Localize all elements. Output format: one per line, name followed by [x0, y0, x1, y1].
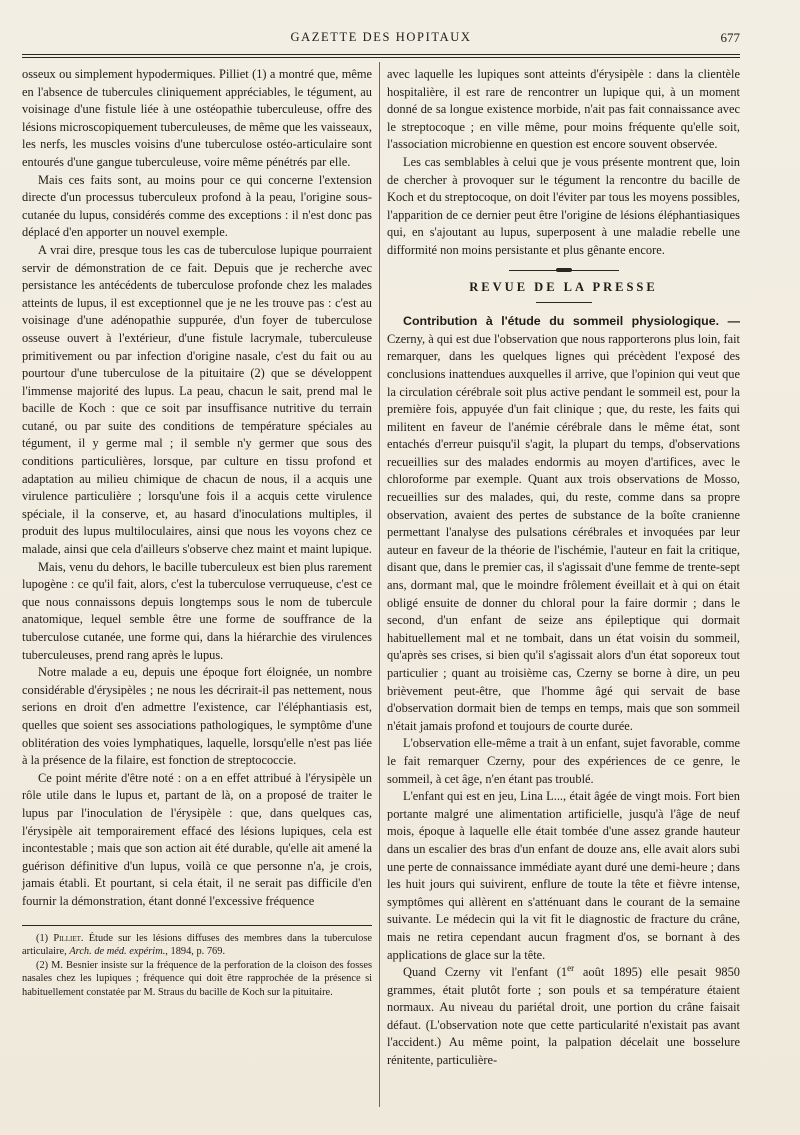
column-divider [379, 62, 380, 1107]
article-title: Contribution à l'étude du sommeil physiologique. — [403, 314, 740, 329]
header-double-rule [22, 54, 740, 58]
paragraph: L'enfant qui est en jeu, Lina L..., était âgée de vingt mois. Fort bien portante malgré une alimentation artificielle, jusqu'à l'âge de neuf mois, époque à laquelle elle était tombée d'une assez grande hauteur dans un escalier des bras d'un enfant de douze ans, elle avait alors subi une perte de connaissance immédiate ayant duré une demi-heure ; dans les huit jours qui suivirent, enflure de toute la tête et fièvre intense, symptômes qui allèrent en s'atténuant dans le courant de la semaine suivante. Le médecin qui la vit fit le diagnostic de fracture du crâne, mais ne retira cependant aucun fragment d'os, se bornant à des applications de glace sur la tête. [387, 789, 740, 962]
section-separator [509, 270, 619, 271]
paragraph: Notre malade a eu, depuis une époque fort éloignée, un nombre considérable d'érysipèles ; ne nous les décrirait-il pas nettement, nous serions en droit d'en admettre l'existence, car l'éléphantiasis est, quelles que soient ses associations pathologiques, le symptôme d'une oblitération des voies lymphatiques, laquelle, lorsqu'elle n'est pas liée à la présence de la filaire, est fonction de streptococcie. [22, 665, 372, 768]
footnote-journal: Arch. de méd. expérim. [69, 946, 166, 958]
footnote-author: Pilliet. [53, 932, 84, 944]
running-title: GAZETTE DES HOPITAUX [290, 30, 472, 44]
superscript: er [567, 962, 575, 973]
footnote-1 [22, 932, 372, 959]
article-paragraph [387, 313, 740, 735]
paragraph-text: août 1895) elle pesait 9850 grammes, était plutôt forte ; son pouls et sa température étaient normaux. Au niveau du pariétal droit, une portion du crâne faisait défaut. (L'observation note que cette particularité n'existait pas avant l'accident.) Au même point, la palpation décelait une bosselure rénitente, particulière- [387, 965, 740, 1068]
footnote-2 [22, 959, 372, 1000]
footnote-rule [22, 925, 372, 926]
article-text: Czerny, à qui est due l'observation que nous rapporterons plus loin, fait remarquer, dans les quelques lignes qui précèdent l'exposé des conclusions inattendues auxquelles il arrive, que l'opinion qui veut que la circulation cérébrale soit plus active pendant le sommeil est, pour la première fois, appuyée d'un fait clinique ; que, du reste, les faits qui militent en faveur de l'anémie cérébrale dans le même état, sont entachés d'erreur puisqu'il s'agit, la plupart du temps, d'observations recueillies sur des malades endormis au moyen d'artifices, avec le chloroforme par exemple. Quant aux trois observations de Mosso, recueillies sur des malades, qui, du reste, comme dans sa propre observation, avaient des pertes de substance de la boîte cranienne permettant l'analyse des pulsations cérébrales et invoquées par leur auteur en faveur de la théorie de l'ischémie, l'auteur en fait la critique, disant que, dans le premier cas, il s'agissait d'une femme de trente-sept ans, dormant mal, que le moindre frôlement éveillait et à qui on était obligé ensuite de donner du chloral pour la faire dormir ; dans le second, d'un enfant de seize ans épileptique qui dormait habituellement mal et ne tombait, dans un état voisin du sommeil, qu'après ses crises, si bien qu'il s'agissait alors d'un état soporeux tout particulier ; quant au troisième cas, Czerny se borne à dire, un peu brièvement peut-être, que l'homme âgé qui servait de base d'observation dormait bien de temps en temps, mais que son sommeil n'était jamais profond et toujours de courte durée. [387, 331, 740, 733]
paragraph: Mais ces faits sont, au moins pour ce qui concerne l'extension directe d'un processus tuberculeux profond à la peau, l'origine sous-cutanée du lupus, considérés comme des exceptions : il n'est donc pas déplacé d'en apporter un nouvel exemple. [22, 172, 372, 240]
left-column [22, 66, 372, 999]
paragraph: Ce point mérite d'être noté : on a en effet attribué à l'érysipèle un rôle utile dans le lupus et, partant de là, on a proposé de traiter le lupus par l'inoculation de l'érysipèle : que, dans quelques cas, l'érysipèle ait temporairement effacé des lésions lupiques, cela est incontestable ; mais que son action ait été durable, qu'elle ait amené la guérison définitive d'un lupus, voilà ce que personne n'a, je crois, jamais établi. Et pourtant, si cela était, il ne serait pas difficile d'en fournir la démonstration, étant donné l'excessive fréquence [22, 770, 372, 908]
short-rule [536, 302, 592, 303]
paragraph: A vrai dire, presque tous les cas de tuberculose lupique pourraient servir de démonstration de ce fait. Depuis que je recherche avec persistance les antécédents de tuberculose profonde chez les malades atteints de lupus, il est exceptionnel que je ne les trouve pas : c'est au voisinage d'une adénopathie suppurée, d'un foyer de tuberculose osseuse ouvert à l'extérieur, d'une fistule lacrymale, tuberculeuse primitivement ou par infection d'origine nasale, c'est du fait ou au pourtour d'une tuberculose de la pituitaire (2) que se développent l'immense majorité des lupus. La peau, chacun le sait, prend mal le bacille de Koch : que ce soit par insuffisance nutritive du terrain cutané, ou par suite des conditions de température spéciales au tégument, il y germe mal ; il semble n'y germer que sous des conditions particulières, lorsque, par culture en tissu profond et adaptation au milieu chimique de chacun de nous, il a acquis une virulence particulière ; lorsqu'une fois il a acquis cette virulence spéciale, il la conserve, et, au hasard d'inoculations multiples, il produit des lupus multiloculaires, ainsi que nous les voyons chez ce malade, ainsi que cela d'ailleurs s'observe chez maint et maint lupique. [22, 242, 372, 557]
paragraph-text: Quand Czerny vit l'enfant (1 [403, 965, 568, 980]
footnote-mark: (2) [36, 959, 49, 971]
paragraph: osseux ou simplement hypodermiques. Pilliet (1) a montré que, même en l'absence de tubercules cliniquement appréciables, le tégument, au voisinage d'une fistule liée à une ostéopathie tuberculeuse, offre des lésions microscopiquement tuberculeuses, de même que les vaisseaux, les nerfs, les muscles voisins d'une tuberculose ostéo-articulaire sont entourés d'une gangue tuberculeuse, voire même pénétrés par elle. [22, 67, 372, 169]
section-title: REVUE DE LA PRESSE [469, 279, 658, 294]
footnote-mark: (1) [36, 932, 49, 944]
footnote-text: Étude sur les lésions diffuses des membres dans la tuberculose articulaire, [22, 932, 372, 958]
right-column [387, 66, 740, 1070]
paragraph: avec laquelle les lupiques sont atteints d'érysipèle : dans la clientèle hospitalière, il est rare de rencontrer un lupique qui, à un moment donné de sa longue existence morbide, n'ait pas fait connaissance avec le streptocoque ; en ville même, pour moins fréquente qu'elle soit, l'association microbienne en question est encore souvent observée. [387, 67, 740, 152]
paragraph: L'observation elle-même a trait à un enfant, sujet favorable, comme le fait remarquer Czerny, pour des expériences de ce genre, le sommeil, à cet âge, n'en étant pas troublé. [387, 736, 740, 786]
paragraph [387, 964, 740, 1070]
paragraph: Mais, venu du dehors, le bacille tuberculeux est bien plus rarement lupogène : ce qu'il fait, alors, c'est la tuberculose verruqueuse, c'est ce que nous connaissons depuis longtemps sous le nom de tubercule anatomique, lequel semble être une forme de souffrance de la tuberculose cutanée, une forme qui, dans la hiérarchie des virulences tuberculeuses, prend rang après le lupus. [22, 559, 372, 662]
paragraph: Les cas semblables à celui que je vous présente montrent que, loin de chercher à provoquer sur le tégument la rencontre du bacille de Koch et du streptocoque, on doit l'éviter par tous les moyens possibles, l'apparition de ce dernier peut être l'origine de lésions éléphantiasiques qui, en s'ajoutant au lupus, superposent à une maladie rebelle une difformité non moins persistante et plus gênante encore. [387, 154, 740, 257]
page-number: 677 [720, 30, 740, 45]
footnote-text-end: , 1894, p. 769. [165, 946, 226, 958]
running-head [22, 30, 740, 50]
footnote-text: M. Besnier insiste sur la fréquence de la perforation de la cloison des fosses nasales chez les lupiques ; fréquence qui doit être rapprochée de la présence si habituellement constatée par M. Straus du bacille de Koch sur la pituitaire. [22, 959, 372, 998]
